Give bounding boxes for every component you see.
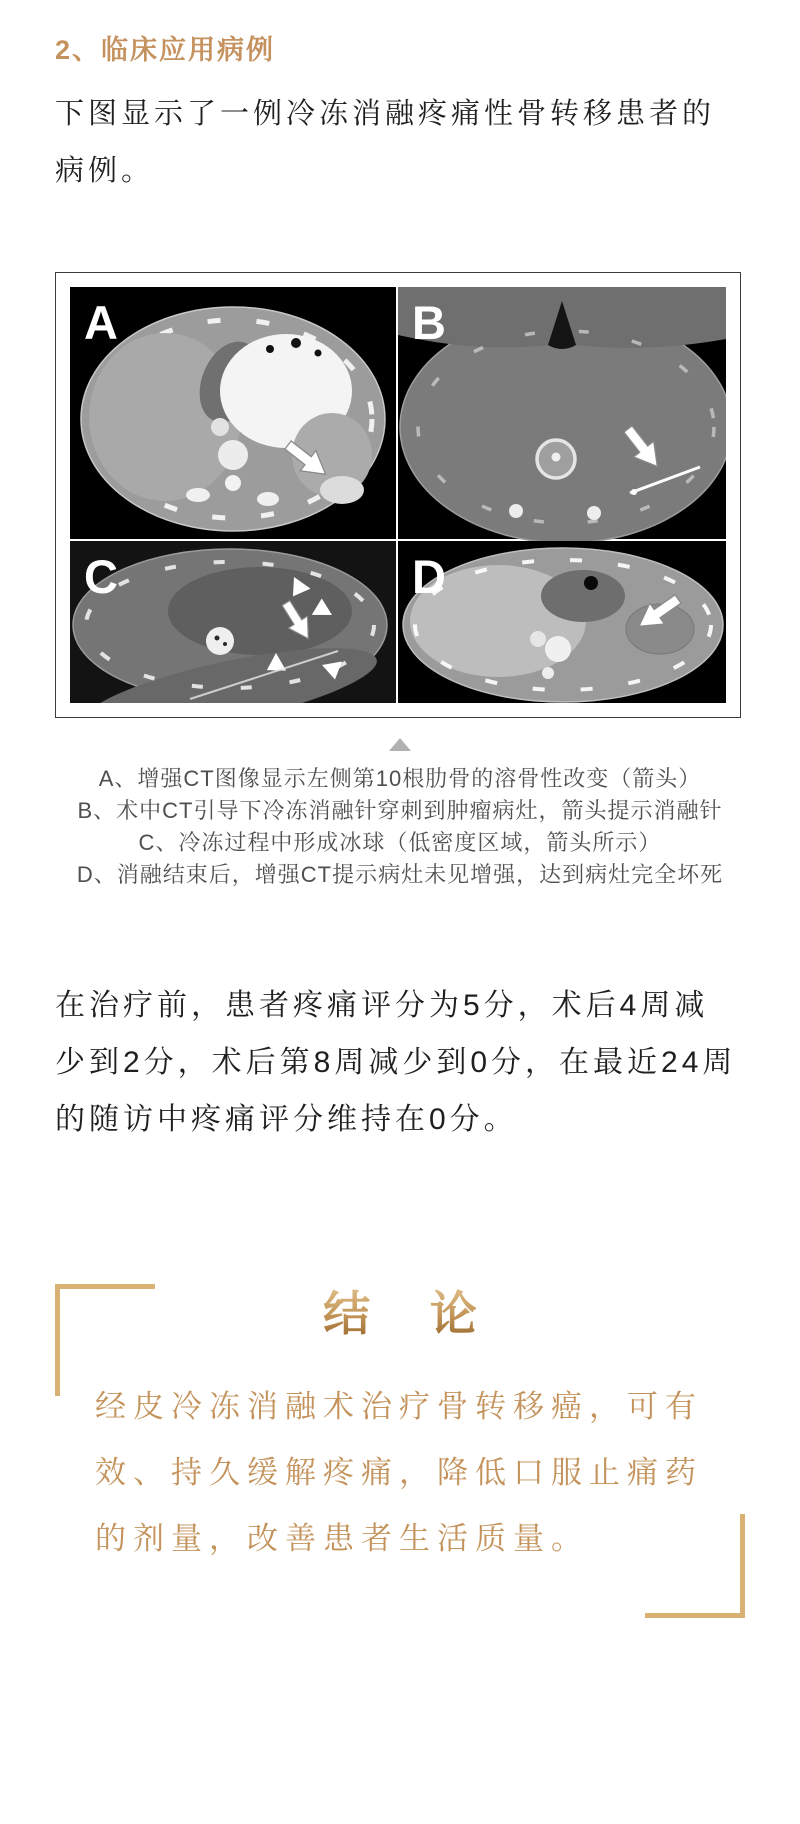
triangle-up-icon <box>389 738 411 751</box>
result-line: 在治疗前，患者疼痛评分为5分，术后4周减 <box>55 989 709 1022</box>
caption-line-a: A、增强CT图像显示左侧第10根肋骨的溶骨性改变（箭头） <box>98 766 702 791</box>
figure-caption <box>55 763 745 891</box>
intro-paragraph <box>55 86 745 200</box>
ct-panel-d <box>398 541 726 703</box>
corner-bracket-top-left <box>55 1284 155 1396</box>
caption-line-c: C、冷冻过程中形成冰球（低密度区域，箭头所示） <box>138 830 662 855</box>
figure-marker <box>55 738 745 751</box>
panel-label-d: D <box>412 550 446 603</box>
ct-panel-a <box>70 287 396 539</box>
result-line: 的随访中疼痛评分维持在0分。 <box>55 1103 518 1136</box>
panel-label-b: B <box>412 296 446 349</box>
result-paragraph <box>55 977 745 1148</box>
corner-bracket-bottom-right <box>645 1514 745 1618</box>
conclusion-title: 结 论 <box>55 1284 745 1346</box>
ct-panel-c <box>70 541 396 703</box>
result-line: 少到2分，术后第8周减少到0分，在最近24周 <box>55 1046 737 1079</box>
conclusion-line: 经皮冷冻消融术治疗骨转移癌，可有 <box>95 1389 703 1424</box>
section-heading: 2、临床应用病例 <box>55 35 276 65</box>
ct-montage-image <box>70 287 726 703</box>
conclusion-section <box>55 1284 745 1626</box>
panel-label-c: C <box>84 550 118 603</box>
conclusion-body <box>55 1374 745 1572</box>
ct-figure <box>55 272 741 718</box>
caption-line-b: B、术中CT引导下冷冻消融针穿刺到肿瘤病灶，箭头提示消融针 <box>77 798 723 823</box>
ct-panel-b <box>398 287 726 543</box>
intro-line: 病例。 <box>55 155 155 187</box>
panel-label-a: A <box>84 296 118 349</box>
bottom-whitespace <box>55 1626 745 1786</box>
intro-line: 下图显示了一例冷冻消融疼痛性骨转移患者的 <box>55 98 716 130</box>
conclusion-line: 的剂量，改善患者生活质量。 <box>95 1521 589 1556</box>
caption-line-d: D、消融结束后，增强CT提示病灶未见增强，达到病灶完全坏死 <box>76 862 724 887</box>
conclusion-line: 效、持久缓解疼痛，降低口服止痛药 <box>95 1455 703 1490</box>
